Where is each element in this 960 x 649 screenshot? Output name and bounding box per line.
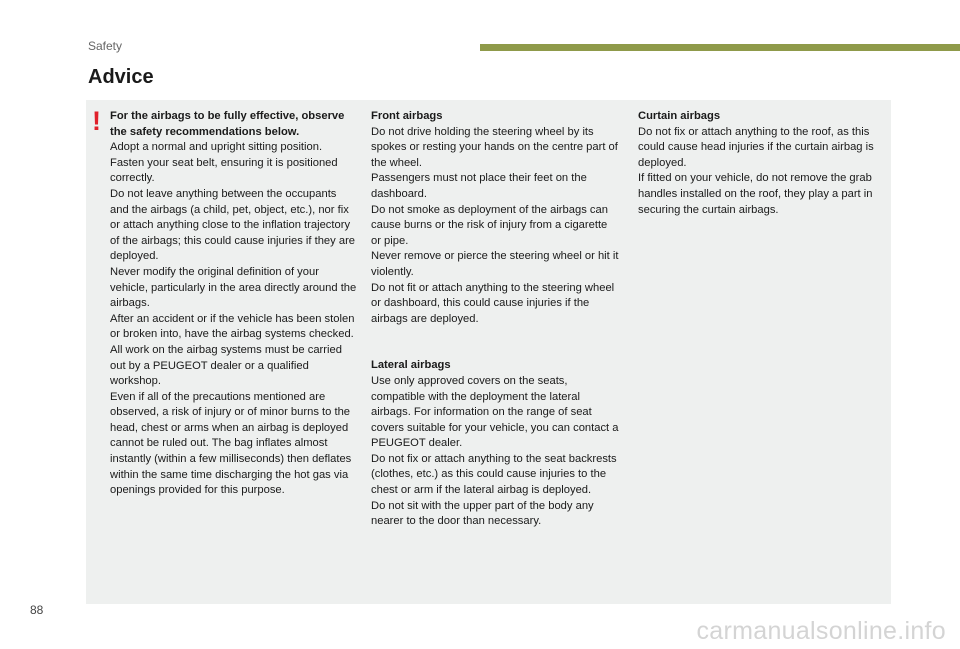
lateral-airbags-heading: Lateral airbags [371,359,451,372]
curtain-line: If fitted on your vehicle, do not remove the grab handles installed on the roof, they play a part in securing the curtain airbags. [638,172,873,216]
front-line: Passengers must not place their feet on the dashboard. [371,172,587,200]
curtain-line: Do not fix or attach anything to the roof, as this could cause head injuries if the curtain airbag is deployed. [638,125,874,169]
front-line: Do not smoke as deployment of the airbags can cause burns or the risk of injury from a cigarette or pipe. [371,203,608,247]
front-line: Do not drive holding the steering wheel by its spokes or resting your hands on the centre part of the wheel. [371,125,618,169]
column-front-lateral [371,109,619,530]
lateral-line: Use only approved covers on the seats, compatible with the deployment the lateral airbags. For information on the range of seat covers suitable for your vehicle, you can contact a PEUGEOT dealer. [371,374,619,450]
general-line: After an accident or if the vehicle has been stolen or broken into, have the airbag systems checked. [110,312,355,341]
lateral-line: Do not fix or attach anything to the seat backrests (clothes, etc.) as this could cause injuries to the chest or arm if the lateral airbag is deployed. [371,452,617,497]
column-general [110,109,358,499]
spacer [371,327,619,358]
front-airbags-heading: Front airbags [371,110,443,122]
watermark: carmanualsonline.info [696,617,946,645]
page-number: 88 [30,603,44,617]
page-title: Advice [88,66,154,88]
header-accent-bar [480,44,960,51]
general-line: All work on the airbag systems must be carried out by a PEUGEOT dealer or a qualified workshop. [110,343,342,388]
curtain-airbags-heading: Curtain airbags [638,110,721,122]
general-line: Even if all of the precautions mentioned are observed, a risk of injury or of minor burns to the head, chest or arms when an airbag is deployed cannot be ruled out. The bag inflates almost instantly (within a few milliseconds) then deflates within the same time discharging the hot gas via openings provided for this purpose. [110,390,352,497]
lateral-line: Do not sit with the upper part of the body any nearer to the door than necessary. [371,499,594,528]
advice-panel [86,100,891,604]
front-line: Never remove or pierce the steering wheel or hit it violently. [371,250,619,278]
section-label: Safety [88,39,123,53]
general-line: Never modify the original definition of your vehicle, particularly in the area directly around the airbags. [110,265,357,310]
general-lead: For the airbags to be fully effective, observe the safety recommendations below. [110,110,345,138]
front-line: Do not fit or attach anything to the steering wheel or dashboard, this could cause injuries if the airbags are deployed. [371,281,615,325]
general-line: Do not leave anything between the occupants and the airbags (a child, pet, object, etc.), nor fix or attach anything close to the inflation trajectory of the airbags; this could cause injuries if they are deployed. [110,187,356,263]
general-line: Fasten your seat belt, ensuring it is positioned correctly. [110,156,338,185]
general-line: Adopt a normal and upright sitting position. [110,141,323,154]
exclamation-mark-icon: ! [92,106,101,136]
column-curtain [638,109,886,218]
